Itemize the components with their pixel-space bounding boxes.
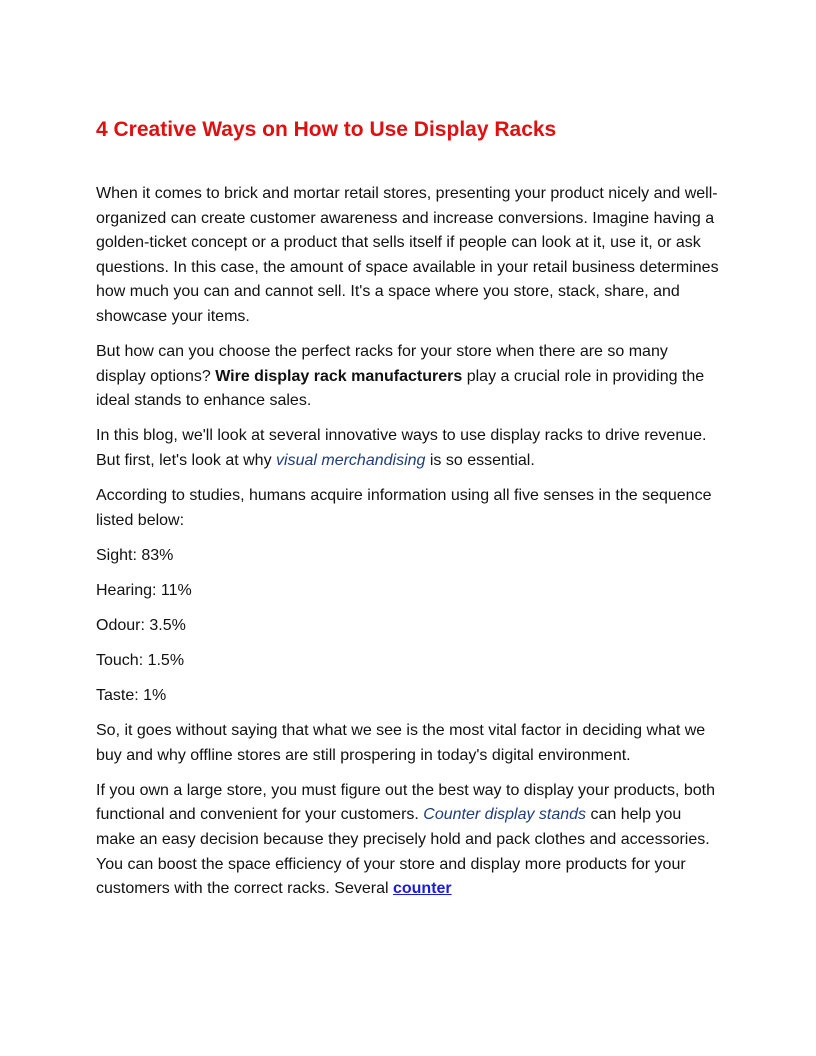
paragraph-large-store-text-middle: can help you make an easy decision because they precisely hold and pack clothes and accessories. You can boost the space efficiency of your store and display more products for your customers with the correct racks. Several	[96, 806, 710, 898]
paragraph-large-store-text-before: If you own a large store, you must figure out the best way to display your products, both functional and convenient for your customers.	[96, 781, 715, 824]
visual-merchandising-link[interactable]: visual merchandising	[276, 451, 426, 469]
counter-link[interactable]: counter	[392, 880, 452, 898]
document-content	[96, 116, 720, 912]
paragraph-senses: According to studies, humans acquire information using all five senses in the sequence listed below:	[96, 487, 712, 529]
stat-taste: Taste: 1%	[96, 687, 167, 705]
paragraph-racks-text-before: But how can you choose the perfect racks for your store when there are so many display options?	[96, 343, 668, 385]
paragraph-intro: When it comes to brick and mortar retail stores, presenting your product nicely and well-organized can create customer awareness and increase conversions. Imagine having a golden-ticket concept or a product that sells itself if people can look at it, use it, or ask questions. In this case, the amount of space available in your retail business determines how much you can and cannot sell. It's a space where you store, stack, share, and showcase your items.	[96, 185, 719, 325]
paragraph-racks-text-after: play a crucial role in providing the ideal stands to enhance sales.	[96, 367, 705, 410]
paragraph-large-store	[96, 779, 720, 902]
wire-display-rack-manufacturers-text: Wire display rack manufacturers	[215, 367, 463, 385]
paragraph-blog-text-before: In this blog, we'll look at several innovative ways to use display racks to drive revenue. But first, let's look at why	[96, 427, 707, 469]
document-title: 4 Creative Ways on How to Use Display Racks	[96, 118, 557, 141]
paragraph-vision-factor: So, it goes without saying that what we see is the most vital factor in deciding what we buy and why offline stores are still prospering in today's digital environment.	[96, 722, 706, 764]
paragraph-blog-text-after: is so essential.	[425, 451, 535, 469]
stat-sight: Sight: 83%	[96, 546, 174, 564]
stat-odour: Odour: 3.5%	[96, 616, 186, 634]
stat-touch: Touch: 1.5%	[96, 652, 185, 669]
document-body	[96, 182, 720, 902]
counter-display-stands-link[interactable]: Counter display stands	[423, 806, 587, 824]
paragraph-blog	[96, 424, 720, 473]
stat-hearing: Hearing: 11%	[96, 581, 192, 599]
paragraph-racks	[96, 340, 720, 414]
